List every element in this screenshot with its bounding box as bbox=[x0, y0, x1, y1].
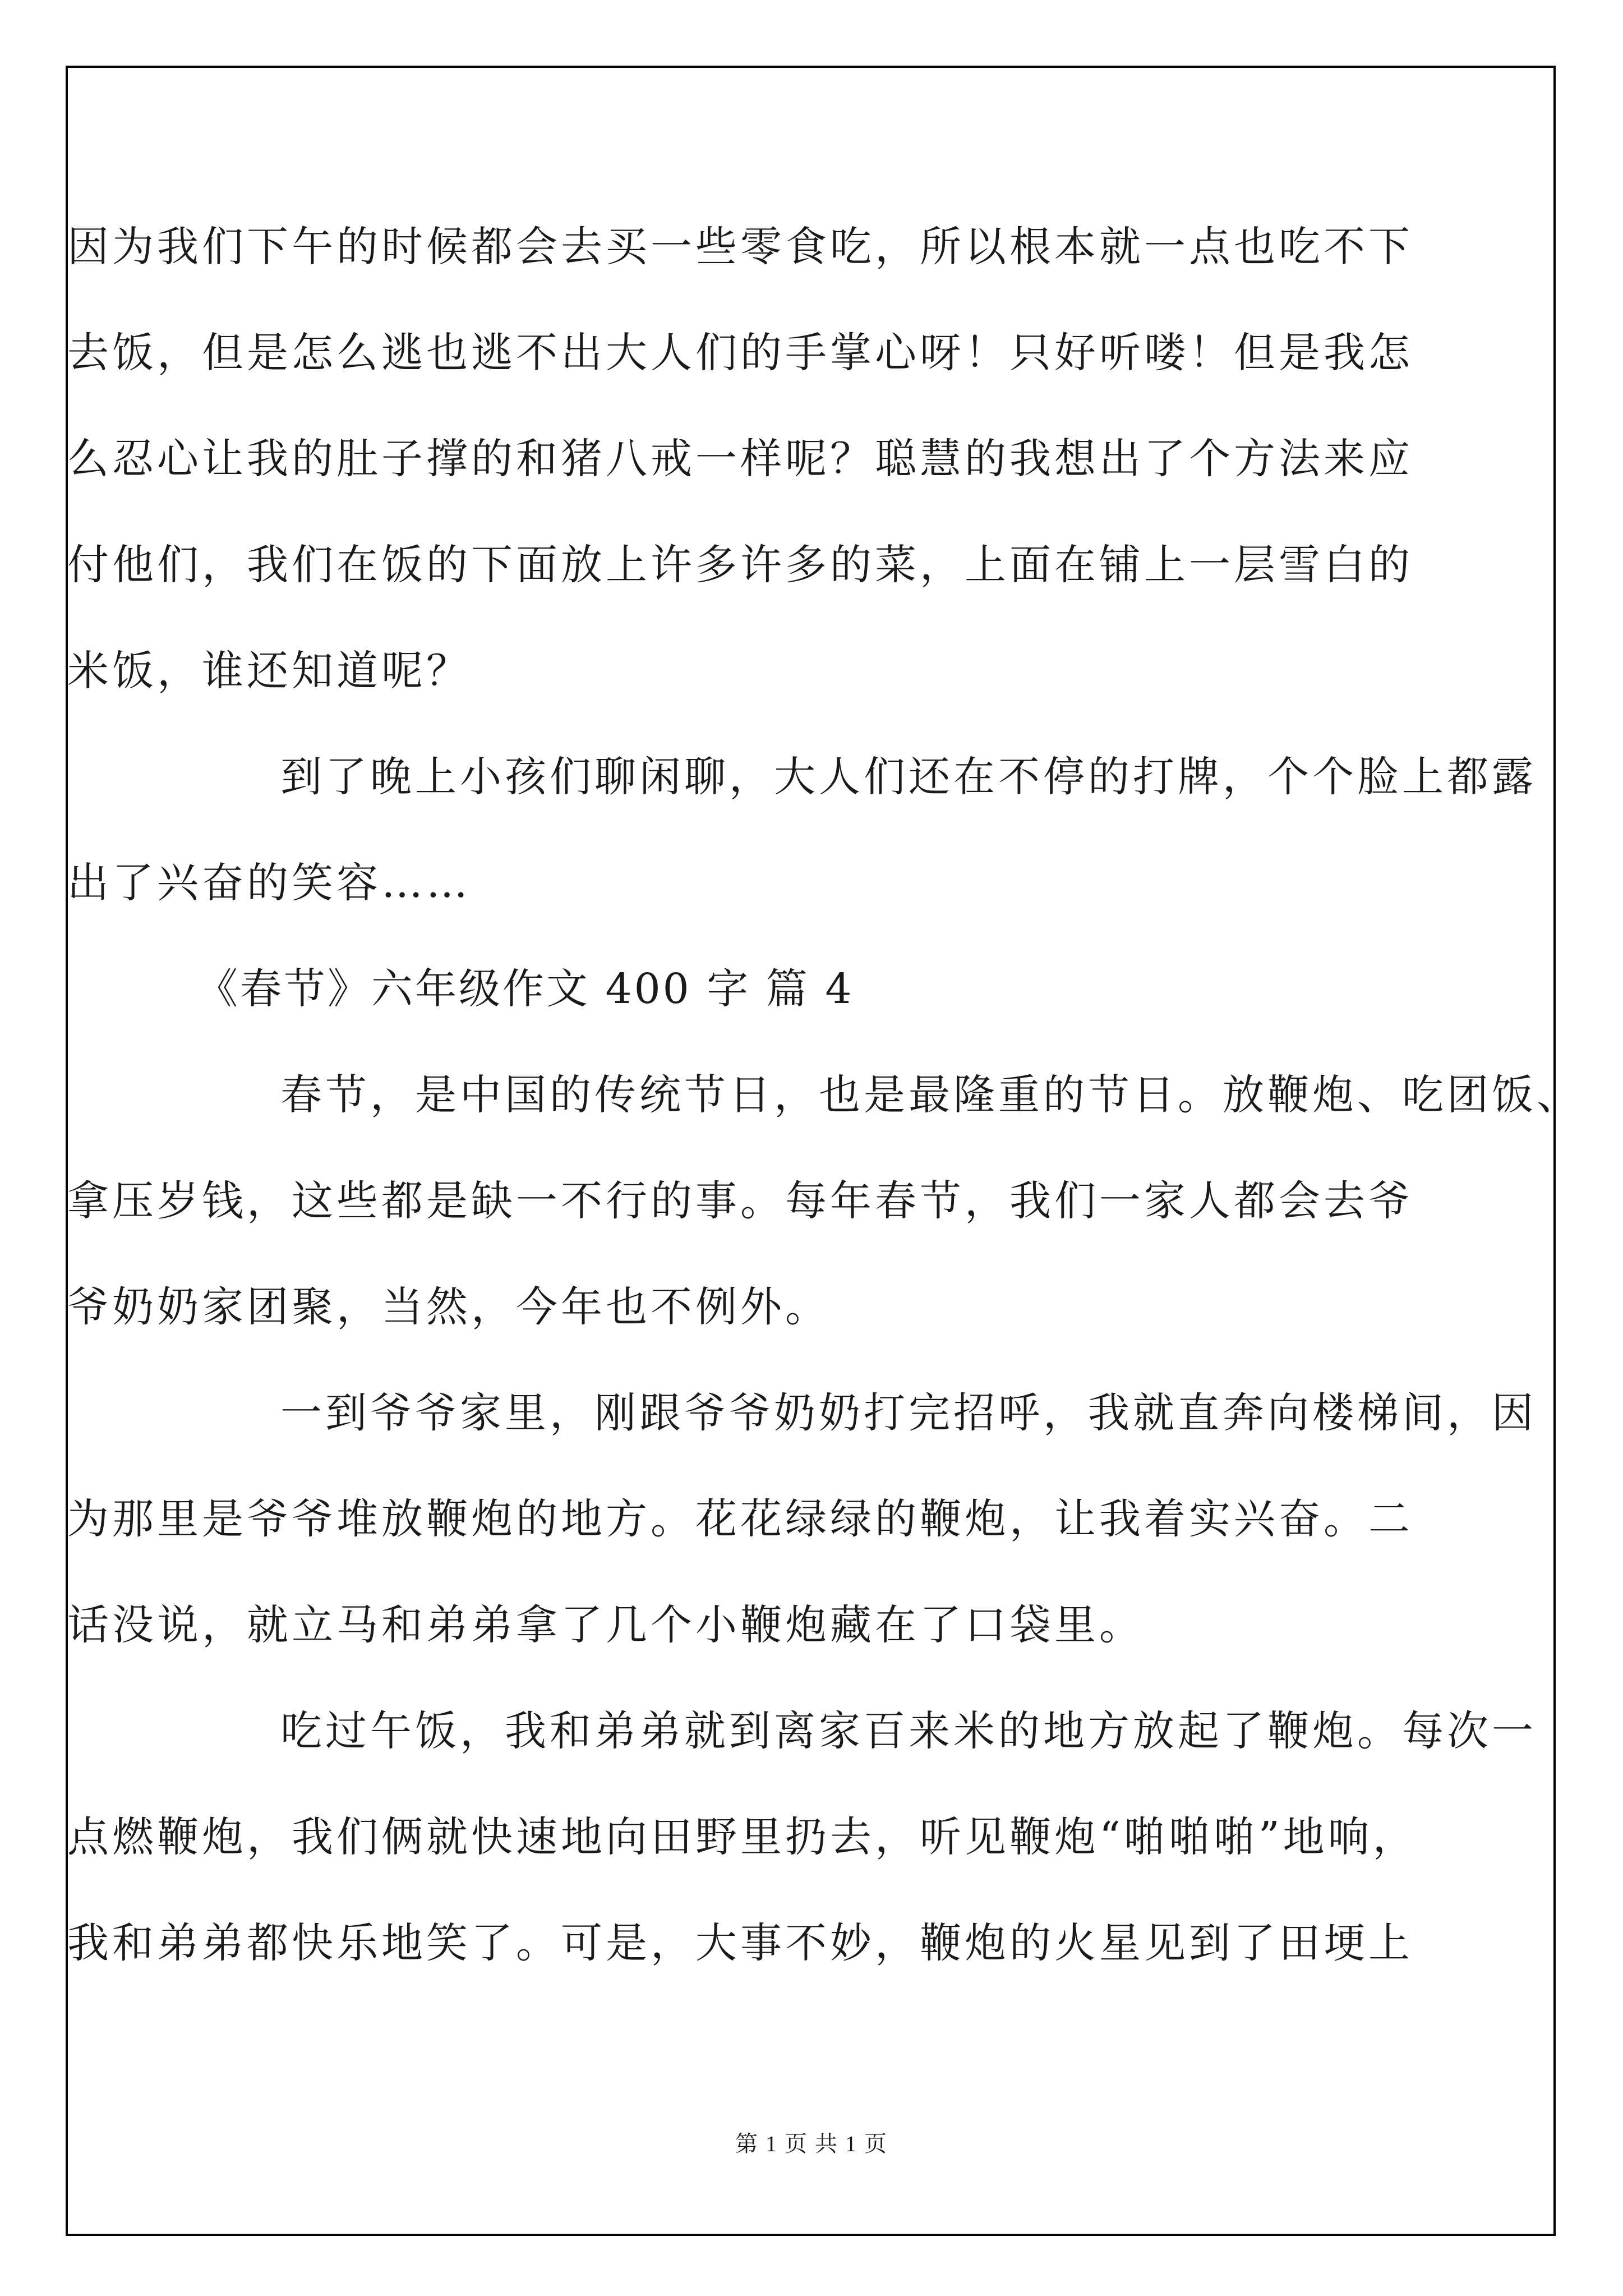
text-line: 话没说，就立马和弟弟拿了几个小鞭炮藏在了口袋里。 bbox=[67, 1601, 1144, 1649]
text-line: 米饭，谁还知道呢？ bbox=[67, 647, 471, 695]
paragraph-first-line: 一到爷爷家里，刚跟爷爷奶奶打完招呼，我就直奔向楼梯间，因 bbox=[280, 1389, 1537, 1437]
paragraph-first-line: 到了晚上小孩们聊闲聊，大人们还在不停的打牌，个个脸上都露 bbox=[280, 753, 1537, 801]
text-line: 付他们，我们在饭的下面放上许多许多的菜，上面在铺上一层雪白的 bbox=[67, 541, 1413, 589]
section-heading: 《春节》六年级作文 400 字 篇 4 bbox=[196, 965, 854, 1013]
text-line: 我和弟弟都快乐地笑了。可是，大事不妙，鞭炮的火星见到了田埂上 bbox=[67, 1919, 1413, 1967]
paragraph-first-line: 吃过午饭，我和弟弟就到离家百来米的地方放起了鞭炮。每次一 bbox=[280, 1707, 1537, 1755]
text-line: 为那里是爷爷堆放鞭炮的地方。花花绿绿的鞭炮，让我着实兴奋。二 bbox=[67, 1495, 1413, 1543]
text-line: 拿压岁钱，这些都是缺一不行的事。每年春节，我们一家人都会去爷 bbox=[67, 1177, 1413, 1225]
page-footer: 第 1 页 共 1 页 bbox=[735, 2131, 888, 2156]
text-line: 么忍心让我的肚子撑的和猪八戒一样呢？聪慧的我想出了个方法来应 bbox=[67, 435, 1413, 483]
text-line: 去饭，但是怎么逃也逃不出大人们的手掌心呀！只好听喽！但是我怎 bbox=[67, 329, 1413, 377]
page-border bbox=[66, 66, 1556, 2236]
text-line: 因为我们下午的时候都会去买一些零食吃，所以根本就一点也吃不下 bbox=[67, 223, 1413, 271]
text-line: 爷奶奶家团聚，当然，今年也不例外。 bbox=[67, 1283, 830, 1331]
text-line: 出了兴奋的笑容…… bbox=[67, 859, 471, 907]
text-line: 点燃鞭炮，我们俩就快速地向田野里扔去，听见鞭炮“啪啪啪”地响， bbox=[67, 1813, 1418, 1861]
paragraph-first-line: 春节，是中国的传统节日，也是最隆重的节日。放鞭炮、吃团饭、 bbox=[280, 1071, 1581, 1119]
